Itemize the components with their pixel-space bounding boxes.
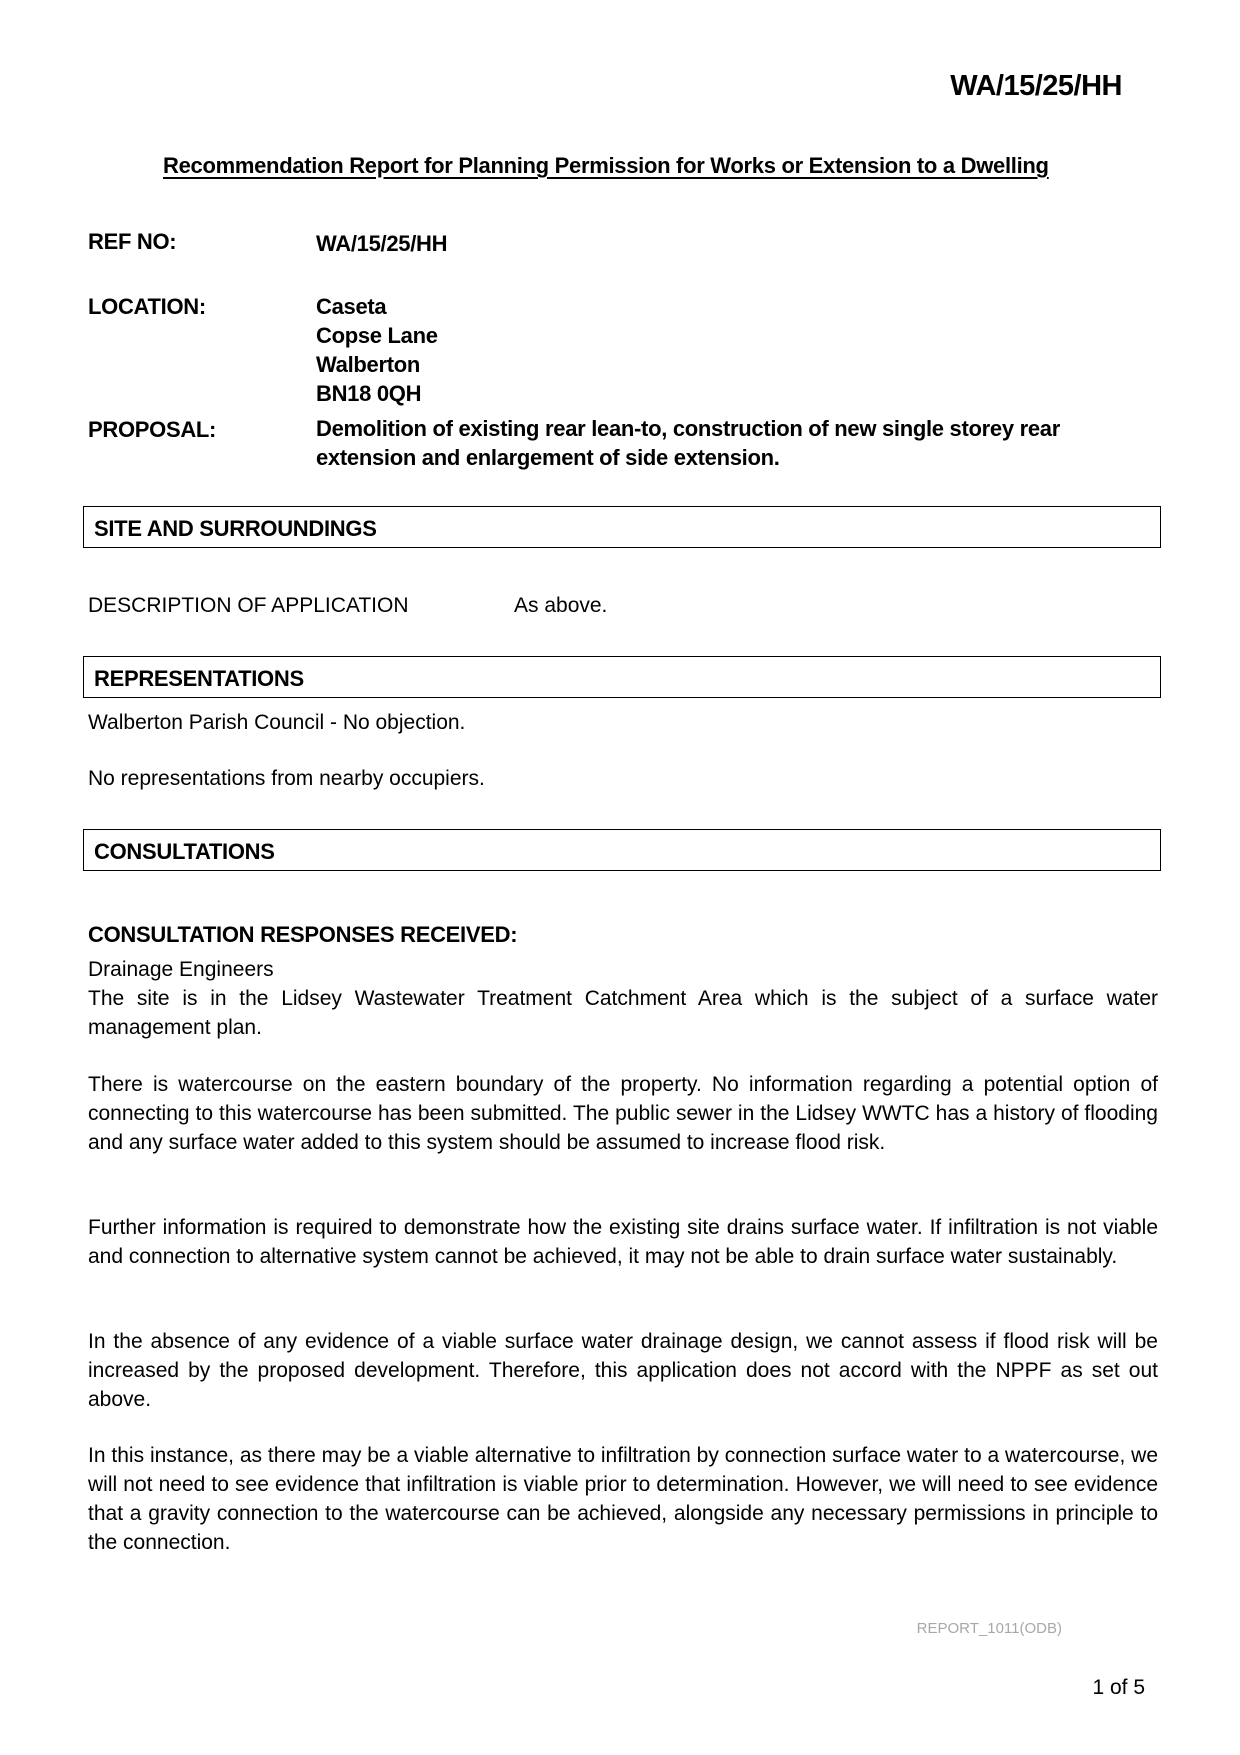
ref-label: REF NO: — [88, 229, 177, 254]
representation-line: Walberton Parish Council - No objection. — [88, 711, 466, 734]
consultations-box — [83, 829, 1161, 871]
report-code: REPORT_1011(ODB) — [916, 1620, 1062, 1637]
proposal-value: Demolition of existing rear lean-to, construction of new single storey rear extension and enlargement of side extension. — [316, 416, 1060, 470]
paragraph: The site is in the Lidsey Wastewater Treatment Catchment Area which is the subject of a surface water management plan. — [88, 987, 1158, 1039]
paragraph: There is watercourse on the eastern boundary of the property. No information regarding a potential option of connecting to this watercourse has been submitted. The public sewer in the Lidsey WWTC has a history of flooding and any surface water added to this system should be assumed to increase flood risk. — [88, 1073, 1158, 1154]
section-heading: CONSULTATIONS — [94, 839, 275, 864]
location-line: BN18 0QH — [316, 381, 422, 406]
report-title: Recommendation Report for Planning Permission for Works or Extension to a Dwelling — [163, 153, 1049, 178]
paragraph: In this instance, as there may be a viable alternative to infiltration by connection surface water to a watercourse, we will not need to see evidence that infiltration is viable prior to determination. However, we will need to see evidence that a gravity connection to the watercourse can be achieved, alongside any necessary permissions in principle to the connection. — [88, 1444, 1158, 1554]
section-heading: REPRESENTATIONS — [94, 666, 304, 691]
representations-box — [83, 656, 1161, 698]
location-line: Caseta — [316, 294, 387, 319]
paragraph: In the absence of any evidence of a viable surface water drainage design, we cannot assess if flood risk will be increased by the proposed development. Therefore, this application does not accord with the NPPF as set out above. — [88, 1330, 1158, 1411]
description-label: DESCRIPTION OF APPLICATION — [88, 594, 409, 617]
ref-value: WA/15/25/HH — [316, 231, 448, 256]
description-value: As above. — [514, 594, 608, 617]
location-address — [316, 292, 438, 408]
document-reference: WA/15/25/HH — [950, 70, 1122, 102]
responses-heading: CONSULTATION RESPONSES RECEIVED: — [88, 922, 518, 947]
page-number: 1 of 5 — [1092, 1676, 1145, 1699]
section-heading: SITE AND SURROUNDINGS — [94, 516, 377, 541]
paragraph: Further information is required to demonstrate how the existing site drains surface water. If infiltration is not viable and connection to alternative system cannot be achieved, it may not be able to drain surface water sustainably. — [88, 1216, 1158, 1268]
site-surroundings-box — [83, 506, 1161, 548]
consultee-name: Drainage Engineers — [88, 958, 274, 981]
location-line: Copse Lane — [316, 323, 438, 348]
location-line: Walberton — [316, 352, 421, 377]
proposal-label: PROPOSAL: — [88, 417, 217, 442]
location-label: LOCATION: — [88, 294, 206, 319]
representation-line: No representations from nearby occupiers. — [88, 767, 485, 790]
